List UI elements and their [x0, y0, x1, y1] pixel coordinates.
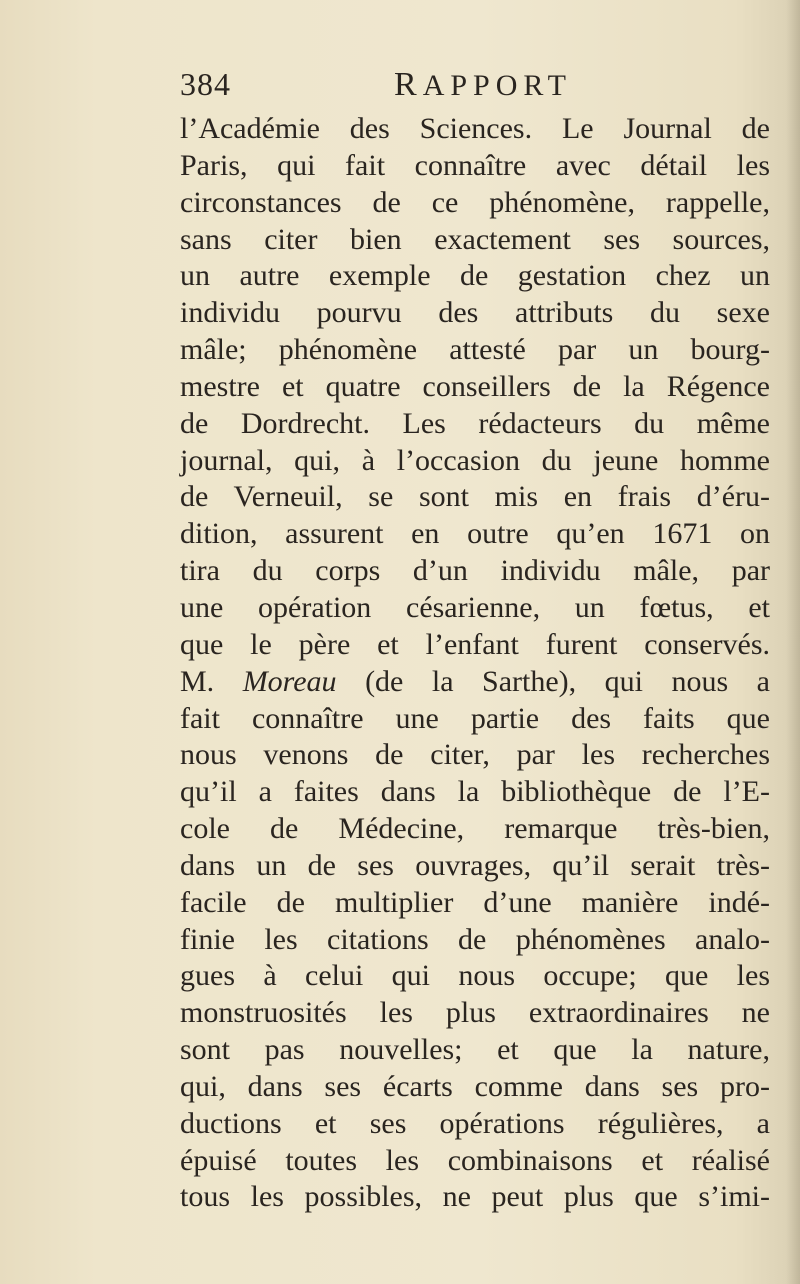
- text-line: circonstances de ce phénomène, rappelle,: [180, 185, 770, 219]
- text-line-with-author: [180, 664, 770, 701]
- text-line: une opération césarienne, un fœtus, et: [180, 590, 770, 624]
- text-line: dition, assurent en outre qu’en 1671 on: [180, 517, 770, 551]
- running-title-rest: APPORT: [422, 69, 572, 102]
- text-line: sans citer bien exactement ses sources,: [180, 222, 770, 256]
- page-header: [170, 66, 770, 110]
- body-text: [180, 111, 770, 1216]
- page-edge-shadow: [786, 0, 800, 1284]
- text-line: un autre exemple de gestation chez un: [180, 259, 770, 293]
- text-line: nous venons de citer, par les recherches: [180, 738, 770, 772]
- running-title-initial: R: [394, 66, 423, 103]
- text-line: que le père et l’enfant furent conservés.: [180, 627, 770, 661]
- text-line: journal, qui, à l’occasion du jeune homme: [180, 443, 770, 477]
- text-line: finie les citations de phénomènes analo-: [180, 922, 770, 956]
- text-line: gues à celui qui nous occupe; que les: [180, 959, 770, 993]
- text-fragment: (de la Sarthe), qui nous a: [336, 664, 770, 698]
- text-line: qu’il a faites dans la bibliothèque de l’E-: [180, 775, 770, 809]
- text-line: sont pas nouvelles; et que la nature,: [180, 1033, 770, 1067]
- text-fragment: M.: [180, 664, 243, 698]
- text-line: dans un de ses ouvrages, qu’il serait très-: [180, 848, 770, 882]
- text-line: individu pourvu des attributs du sexe: [180, 296, 770, 330]
- author-name: Moreau: [242, 664, 337, 698]
- running-title: [394, 66, 572, 104]
- text-line: mâle; phénomène attesté par un bourg-: [180, 333, 770, 367]
- text-line: fait connaître une partie des faits que: [180, 701, 770, 735]
- text-line: facile de multiplier d’une manière indé-: [180, 885, 770, 919]
- text-line: de Dordrecht. Les rédacteurs du même: [180, 406, 770, 440]
- text-line: tira du corps d’un individu mâle, par: [180, 554, 770, 588]
- text-line: ductions et ses opérations régulières, a: [180, 1106, 770, 1140]
- text-line: de Verneuil, se sont mis en frais d’éru-: [180, 480, 770, 514]
- text-line: épuisé toutes les combinaisons et réalisé: [180, 1143, 770, 1177]
- text-line: mestre et quatre conseillers de la Régence: [180, 369, 770, 403]
- text-line: monstruosités les plus extraordinaires ne: [180, 996, 770, 1030]
- text-line: l’Académie des Sciences. Le Journal de: [180, 112, 770, 145]
- text-line: cole de Médecine, remarque très-bien,: [180, 812, 770, 846]
- text-line: tous les possibles, ne peut plus que s’imi-: [180, 1180, 770, 1214]
- text-line: qui, dans ses écarts comme dans ses pro-: [180, 1069, 770, 1103]
- text-line: Paris, qui fait connaître avec détail les: [180, 148, 770, 182]
- page-number: 384: [180, 66, 231, 102]
